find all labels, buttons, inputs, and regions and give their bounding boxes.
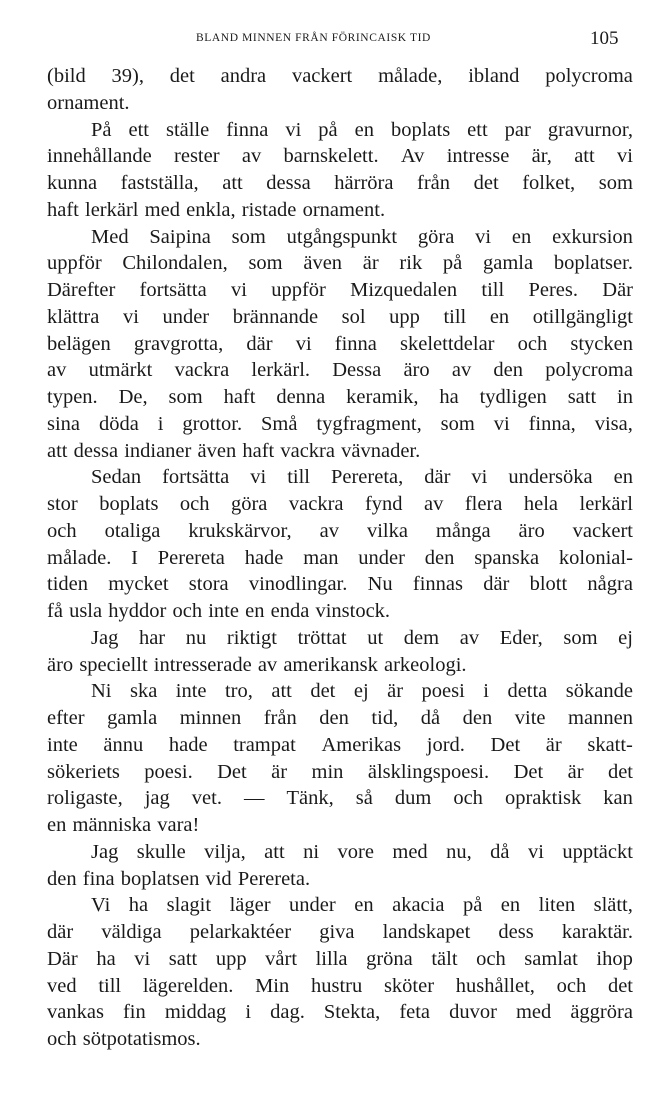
text-line: och sötpotatismos. [47, 1028, 201, 1050]
text-line: ornament. [47, 91, 130, 114]
running-title: BLAND MINNEN FRÅN FÖRINCAISK TID [196, 32, 431, 44]
text-line: Sedan fortsätta vi till Perereta, där vi undersöka en [91, 466, 633, 489]
text-line: av utmärkt vackra lerkärl. Dessa äro av den polycroma [47, 359, 633, 382]
text-line: Jag skulle vilja, att ni vore med nu, då vi upptäckt [91, 840, 633, 863]
text-line: efter gamla minnen från den tid, då den vite mannen [47, 707, 633, 729]
page-header [0, 28, 664, 52]
text-line: Där ha vi satt upp vårt lilla gröna tält och samlat ihop [47, 947, 633, 970]
text-line: att dessa indianer även haft vackra vävnader. [47, 439, 421, 462]
text-line: innehållande rester av barnskelett. Av intresse är, att vi [47, 145, 633, 168]
text-line: få usla hyddor och inte en enda vinstock. [47, 600, 391, 622]
text-line: äro speciellt intresserade av amerikansk arkeologi. [47, 653, 467, 676]
text-line: Jag har nu riktigt tröttat ut dem av Eder, som ej [91, 626, 633, 649]
text-line: typen. De, som haft denna keramik, ha tydligen satt in [47, 386, 633, 408]
text-line: haft lerkärl med enkla, ristade ornament. [47, 198, 386, 221]
text-line: en människa vara! [47, 814, 200, 836]
text-line: sina döda i grottor. Små tygfragment, som vi finna, visa, [47, 412, 633, 435]
page-number: 105 [590, 28, 619, 49]
text-line: den fina boplatsen vid Perereta. [47, 867, 311, 890]
text-line: och otaliga krukskärvor, av vilka många äro vackert [47, 519, 633, 542]
text-line: klättra vi under brännande sol upp till en otillgängligt [47, 305, 633, 328]
text-line: tiden mycket stora vinodlingar. Nu finnas där blott några [47, 573, 633, 596]
text-line: vankas fin middag i dag. Stekta, feta duvor med äggröra [47, 1001, 633, 1024]
text-line: På ett ställe finna vi på en boplats ett par gravurnor, [91, 118, 633, 141]
text-line: stor boplats och göra vackra fynd av flera hela lerkärl [47, 493, 633, 515]
text-line: roligaste, jag vet. — Tänk, så dum och opraktisk kan [47, 787, 633, 810]
text-line: (bild 39), det andra vackert målade, ibland polycroma [47, 65, 633, 87]
text-line: målade. I Perereta hade man under den spanska kolonial- [47, 546, 633, 569]
text-line: kunna fastställa, att dessa härröra från det folket, som [47, 172, 633, 194]
text-line: sökeriets poesi. Det är min älsklingspoesi. Det är det [47, 760, 633, 783]
text-line: där väldiga pelarkaktéer giva landskapet dess karaktär. [47, 921, 633, 943]
text-line: Med Saipina som utgångspunkt göra vi en exkursion [91, 225, 633, 248]
body-text [47, 63, 633, 1053]
text-line: ved till lägerelden. Min hustru sköter hushållet, och det [47, 974, 633, 997]
text-line: inte ännu hade trampat Amerikas jord. Det är skatt- [47, 733, 633, 756]
text-line: Därefter fortsätta vi uppför Mizquedalen till Peres. Där [47, 279, 633, 301]
text-line: belägen gravgrotta, där vi finna skelettdelar och stycken [47, 332, 633, 355]
text-line: Vi ha slagit läger under en akacia på en liten slätt, [91, 894, 633, 917]
text-line: uppför Chilondalen, som även är rik på gamla boplatser. [47, 252, 633, 275]
text-line: Ni ska inte tro, att det ej är poesi i detta sökande [91, 680, 633, 703]
